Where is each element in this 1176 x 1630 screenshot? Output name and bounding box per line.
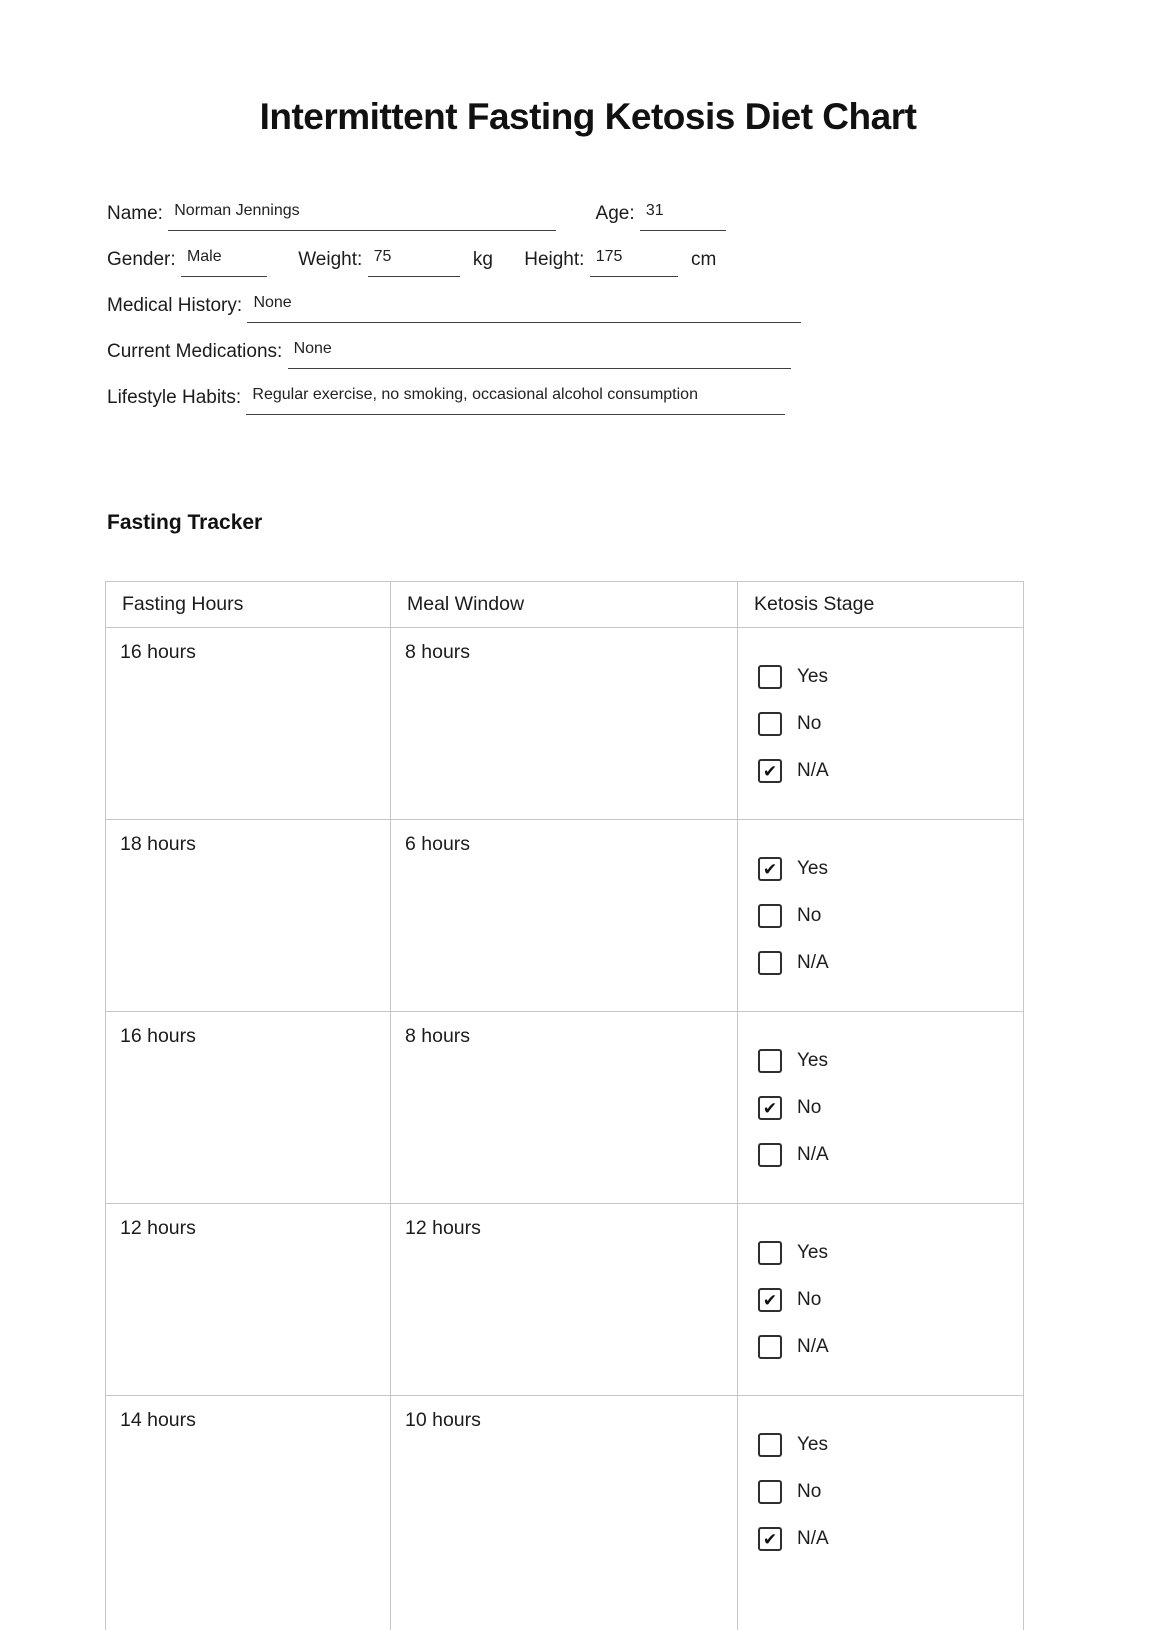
checkbox-icon[interactable] <box>758 904 782 928</box>
checkbox-group <box>758 1049 1009 1167</box>
checkbox-option-yes[interactable] <box>758 1241 1009 1265</box>
checkbox-option-yes[interactable] <box>758 1433 1009 1457</box>
header-ketosis-stage: Ketosis Stage <box>738 582 1024 628</box>
checkbox-label: N/A <box>797 1336 829 1357</box>
medical-history-field[interactable]: None <box>247 292 801 323</box>
height-label: Height: <box>524 249 585 270</box>
ketosis-stage-cell <box>738 820 1024 1012</box>
checkbox-label: N/A <box>797 1144 829 1165</box>
meal-window-cell: 8 hours <box>391 1012 738 1204</box>
table-row <box>106 820 1024 1012</box>
height-field[interactable]: 175 <box>590 246 678 277</box>
checkbox-option-no[interactable] <box>758 1480 1009 1504</box>
checkbox-icon[interactable] <box>758 857 782 881</box>
table-row <box>106 1396 1024 1630</box>
medications-label: Current Medications: <box>107 341 283 362</box>
checkbox-option-no[interactable] <box>758 1096 1009 1120</box>
checkbox-option-na[interactable] <box>758 1143 1009 1167</box>
weight-label: Weight: <box>298 249 363 270</box>
fasting-hours-cell: 12 hours <box>106 1204 391 1396</box>
header-fasting-hours: Fasting Hours <box>106 582 391 628</box>
checkbox-label: Yes <box>797 666 828 687</box>
meal-window-cell: 10 hours <box>391 1396 738 1630</box>
checkbox-option-na[interactable] <box>758 951 1009 975</box>
checkbox-label: No <box>797 713 822 734</box>
checkbox-icon[interactable] <box>758 665 782 689</box>
age-field[interactable]: 31 <box>640 200 726 231</box>
checkbox-option-na[interactable] <box>758 1527 1009 1551</box>
checkbox-icon[interactable] <box>758 1288 782 1312</box>
checkbox-label: Yes <box>797 858 828 879</box>
ketosis-stage-cell <box>738 1396 1024 1630</box>
gender-weight-height-row <box>107 246 1067 277</box>
section-title-fasting-tracker: Fasting Tracker <box>107 511 263 534</box>
checkbox-icon[interactable] <box>758 951 782 975</box>
fasting-hours-cell: 18 hours <box>106 820 391 1012</box>
checkbox-option-no[interactable] <box>758 712 1009 736</box>
name-age-row <box>107 200 1067 231</box>
gender-label: Gender: <box>107 249 176 270</box>
checkbox-icon[interactable] <box>758 712 782 736</box>
lifestyle-label: Lifestyle Habits: <box>107 387 242 408</box>
ketosis-stage-cell <box>738 628 1024 820</box>
lifestyle-field[interactable]: Regular exercise, no smoking, occasional alcohol consumption <box>246 384 785 415</box>
checkbox-label: N/A <box>797 1528 829 1549</box>
checkbox-label: Yes <box>797 1434 828 1455</box>
checkbox-icon[interactable] <box>758 1049 782 1073</box>
checkbox-option-na[interactable] <box>758 759 1009 783</box>
checkbox-group <box>758 857 1009 975</box>
fasting-hours-cell: 16 hours <box>106 1012 391 1204</box>
checkbox-label: N/A <box>797 952 829 973</box>
fasting-tracker-table <box>105 581 1024 1630</box>
checkbox-icon[interactable] <box>758 1335 782 1359</box>
checkbox-icon[interactable] <box>758 1143 782 1167</box>
medical-history-label: Medical History: <box>107 295 243 316</box>
checkbox-icon[interactable] <box>758 1096 782 1120</box>
name-label: Name: <box>107 203 163 224</box>
checkbox-group <box>758 1241 1009 1359</box>
checkbox-label: Yes <box>797 1050 828 1071</box>
checkbox-icon[interactable] <box>758 1480 782 1504</box>
table-row <box>106 1012 1024 1204</box>
checkbox-option-no[interactable] <box>758 904 1009 928</box>
checkbox-icon[interactable] <box>758 1241 782 1265</box>
name-field[interactable]: Norman Jennings <box>168 200 556 231</box>
page-title: Intermittent Fasting Ketosis Diet Chart <box>259 96 917 137</box>
checkbox-label: No <box>797 905 822 926</box>
table-row <box>106 1204 1024 1396</box>
fasting-hours-cell: 14 hours <box>106 1396 391 1630</box>
weight-field[interactable]: 75 <box>368 246 460 277</box>
gender-field[interactable]: Male <box>181 246 267 277</box>
fasting-hours-cell: 16 hours <box>106 628 391 820</box>
checkbox-option-yes[interactable] <box>758 1049 1009 1073</box>
age-label: Age: <box>595 203 635 224</box>
checkbox-icon[interactable] <box>758 759 782 783</box>
table-header-row <box>106 582 1024 628</box>
checkbox-option-yes[interactable] <box>758 857 1009 881</box>
meal-window-cell: 12 hours <box>391 1204 738 1396</box>
medications-field[interactable]: None <box>288 338 791 369</box>
weight-unit-label: kg <box>472 249 493 270</box>
meal-window-cell: 6 hours <box>391 820 738 1012</box>
checkbox-icon[interactable] <box>758 1527 782 1551</box>
meal-window-cell: 8 hours <box>391 628 738 820</box>
checkbox-label: No <box>797 1289 822 1310</box>
checkbox-option-yes[interactable] <box>758 665 1009 689</box>
header-meal-window: Meal Window <box>391 582 738 628</box>
lifestyle-row <box>107 384 1067 415</box>
checkbox-option-na[interactable] <box>758 1335 1009 1359</box>
medications-row <box>107 338 1067 369</box>
checkbox-option-no[interactable] <box>758 1288 1009 1312</box>
table-row <box>106 628 1024 820</box>
ketosis-stage-cell <box>738 1204 1024 1396</box>
checkbox-label: N/A <box>797 760 829 781</box>
checkbox-label: No <box>797 1481 822 1502</box>
height-unit-label: cm <box>690 249 717 270</box>
checkbox-group <box>758 665 1009 783</box>
checkbox-label: No <box>797 1097 822 1118</box>
ketosis-stage-cell <box>738 1012 1024 1204</box>
checkbox-label: Yes <box>797 1242 828 1263</box>
checkbox-group <box>758 1433 1009 1551</box>
medical-history-row <box>107 292 1067 323</box>
checkbox-icon[interactable] <box>758 1433 782 1457</box>
patient-info-form <box>107 200 1067 415</box>
